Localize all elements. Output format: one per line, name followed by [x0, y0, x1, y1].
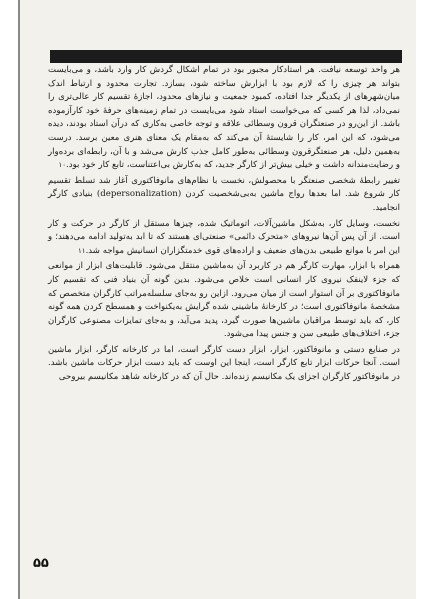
footnote-ref-2: ۱۱ — [78, 246, 86, 255]
paragraph-5: در صنایع دستی و مانوفاکتور، ابزار، ابزار دست کارگر است، اما در کارخانه کارگر، ابزار ماشین است. آنجا حرکات ابزار تابع کارگر است، اینجا این اوست که باید دست ابزار حرکات ماشین باشد. در مانوفاکتور کارگران اجزای یک مکانیسم زنده‌اند. حال آن که در کارخانه شاهد مکانیسم بیروحی — [48, 344, 400, 383]
paragraph-1-text: هر واحد توسعه نیافت. هر استادکار مجبور بود در تمام اشکال گردش کار وارد باشد، و می‌بایست بتواند هر چیزی را که لازم بود با ابزارش ساخته شود، بسازد. تجارت محدود و ارتباط اندک میان‌شهرهای از یکدیگر جدا افتاده، کمبود جمعیت و نیازهای محدود، اجازهٔ تقسیم کار عالی‌تری را نمی‌داد، لذا هر کسی که می‌خواست استاد شود می‌بایست در تمام زمینه‌های حرفهٔ خود کارآزموده باشد. از این‌رو در صنعتگران قرون وسطائی علاقه و توجه خاصی به‌کاری که درآن استاد بودند، دیده می‌شود، که این امر، کار را شایستهٔ آن می‌کند که به‌مقام یک معنای هنری معین برسد. درست به‌همین دلیل، هر صنعتگرقرون وسطائی به‌طور کامل جذب کارش می‌شد و با آن، رابطه‌ای برده‌وار و رضایت‌مندانه داشت و خیلی بیش‌تر از کارگر جدید، که به‌کارش بی‌اعتناست، تابع کار خود بود. — [48, 65, 400, 171]
paragraph-1 — [48, 64, 400, 173]
paragraph-4: همراه با ابزار، مهارت کارگر هم در کاربرد آن به‌ماشین منتقل می‌شود. قابلیت‌های ابزار از موانعی که جزء لاینفک نیروی کار انسانی است خلاص می‌شود. بدین گونه آن بنیاد فنی که تقسیم کار مانوفاکتوری بر آن استوار است از میان می‌رود. ازاین رو به‌جای سلسله‌مراتب کارگران متخصص که مشخصهٔ مانوفاکتوری است؛ در کارخانهٔ ماشینی شده گرایش به‌یکنواخت و همسطح کردن همه گونه کار، که باید توسط مراقبان ماشین‌ها صورت گیرد، پدید می‌آید، و به‌جای تمایزات مصنوعی کارگران جزء، اختلاف‌های طبیعی سن و جنس پیدا می‌شود. — [48, 261, 400, 340]
page-number: ۵۵ — [33, 556, 49, 571]
footnote-ref-1: ۱۰ — [58, 161, 67, 170]
body-text — [48, 64, 400, 554]
page-edge-shadow — [18, 0, 20, 599]
paragraph-3-text: نخست، وسایل کار، به‌شکل ماشین‌آلات، اتوماتیک شده، چیزها مستقل از کارگر در حرکت و کار است. از آن پس آن‌ها نیروهای «متحرک دائمی» صنعتی‌ای هستند که تا ابد به‌تولید ادامه می‌دهند؛ و این امر با موانع طبیعی بدن‌های ضعیف و اراده‌های قوی خدمتگزاران انسانیش مواجه شد. — [48, 218, 400, 256]
paragraph-2: تغییر رابطهٔ شخصی صنعتگر با محصولش، نخست با نظام‌های مانوفاکتوری آغاز شد تسلط تقسیم کار شروع شد. اما بعدها رواج ماشین به‌بی‌شخصیت کردن (depersonalization) بنیادی کارگر انجامید. — [48, 175, 400, 213]
paragraph-3 — [48, 218, 400, 259]
header-rule-bar — [50, 50, 402, 63]
